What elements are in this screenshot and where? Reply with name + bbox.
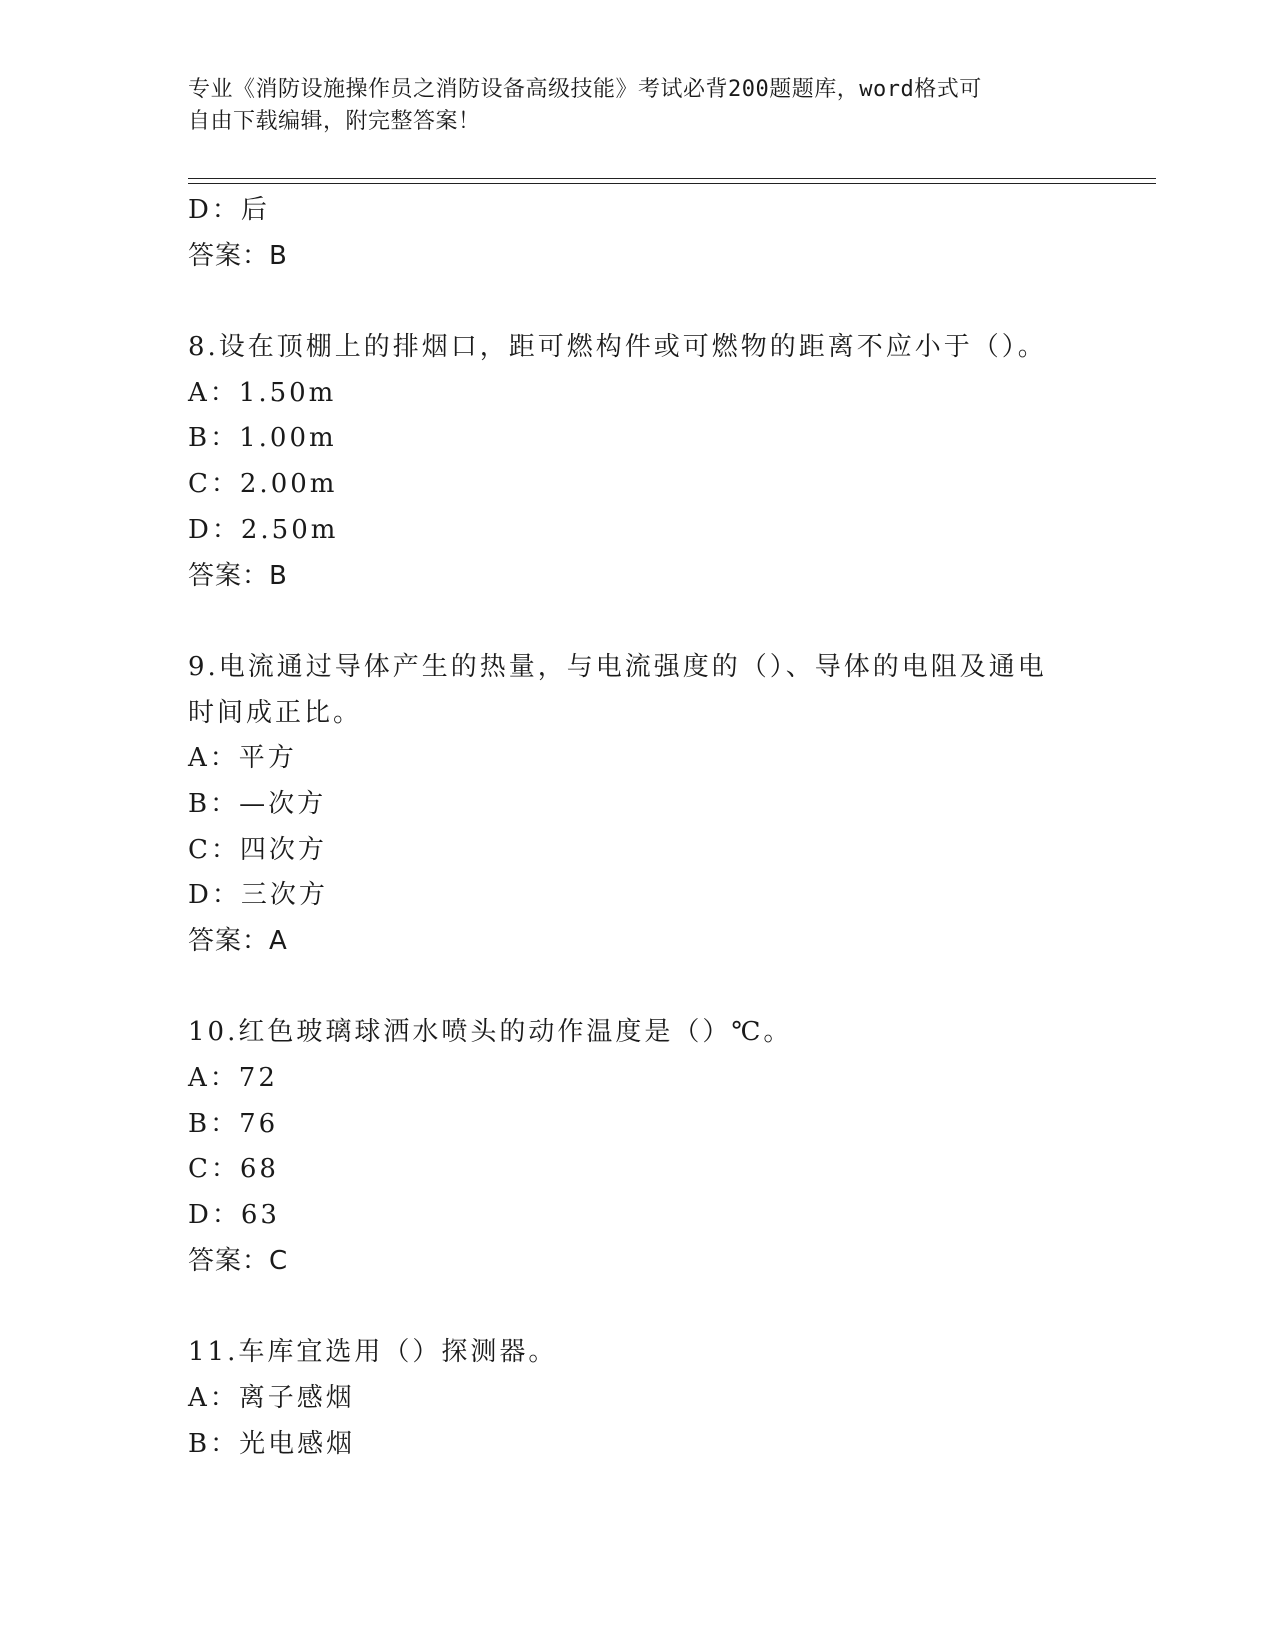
- question-stem: 10.红色玻璃球洒水喷头的动作温度是（）℃。: [188, 1017, 793, 1048]
- option-d: D：2.50m: [188, 514, 339, 545]
- answer-line: 答案：B: [188, 240, 288, 271]
- question-8: [188, 325, 1088, 599]
- option-a: A：平方: [188, 743, 297, 774]
- header-rule-top: [188, 178, 1156, 179]
- question-9: [188, 645, 1088, 965]
- header-rule-bottom: [188, 183, 1156, 184]
- option-b: B：76: [188, 1108, 279, 1139]
- question-stem: 8.设在顶棚上的排烟口，距可燃构件或可燃物的距离不应小于（）。: [188, 332, 1047, 363]
- option-d: D：后: [188, 195, 270, 225]
- question-stem: 9.电流通过导体产生的热量，与电流强度的（）、导体的电阻及通电: [188, 651, 1047, 682]
- document-header: [188, 74, 1068, 138]
- option-a: A：1.50m: [188, 377, 337, 408]
- option-d: D：三次方: [188, 880, 328, 911]
- option-b: B：—次方: [188, 788, 327, 819]
- option-d: D：63: [188, 1200, 280, 1231]
- answer-line: 答案：B: [188, 560, 288, 591]
- option-a: A：离子感烟: [188, 1382, 355, 1413]
- option-a: A：72: [188, 1063, 278, 1094]
- answer-line: 答案：A: [188, 926, 288, 956]
- option-c: C：四次方: [188, 834, 327, 865]
- option-c: C：68: [188, 1154, 279, 1185]
- question-10: [188, 1010, 1088, 1284]
- header-line-2: 自由下载编辑，附完整答案！: [188, 109, 481, 134]
- document-body: [188, 188, 1088, 1467]
- question-11: [188, 1330, 1088, 1467]
- answer-line: 答案：C: [188, 1245, 289, 1276]
- question-stem: 11.车库宜选用（）探测器。: [188, 1337, 558, 1368]
- option-b: B：1.00m: [188, 423, 337, 454]
- question-stem-continued: 时间成正比。: [188, 697, 363, 728]
- header-line-1: 专业《消防设施操作员之消防设备高级技能》考试必背200题题库，word格式可: [188, 77, 982, 102]
- option-b: B：光电感烟: [188, 1428, 356, 1459]
- option-c: C：2.00m: [188, 469, 338, 500]
